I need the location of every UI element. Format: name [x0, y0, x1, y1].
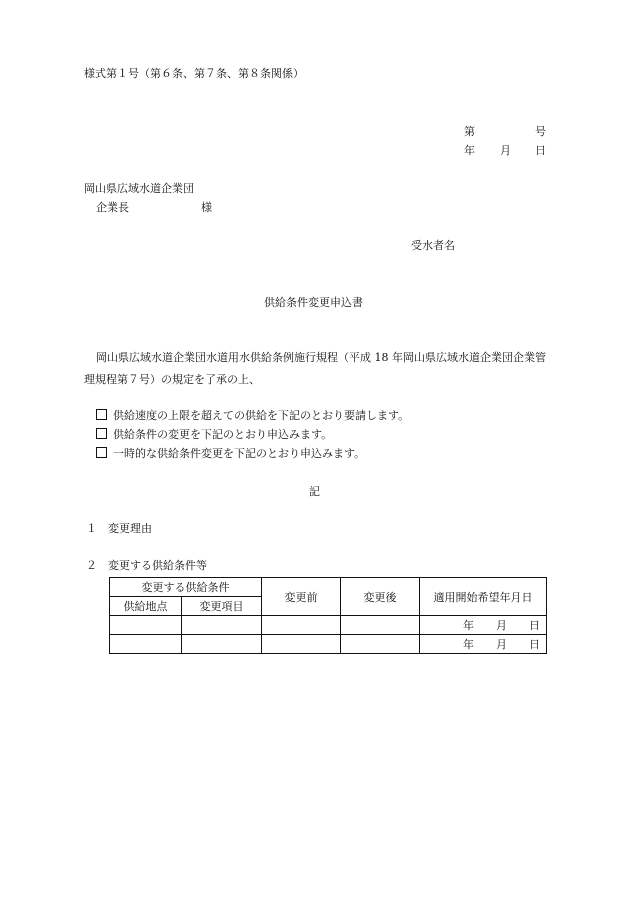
addressee-org: 岡山県広域水道企業団 [84, 182, 194, 195]
date-day: 日 [535, 144, 546, 157]
table-row [110, 616, 547, 635]
section1-num: １ [86, 522, 97, 535]
checkbox-icon[interactable] [96, 409, 107, 420]
date-year-label: 年 [463, 619, 474, 632]
option-1[interactable] [96, 409, 409, 423]
form-label: 様式第１号（第６条、第７条、第８条関係） [84, 67, 304, 80]
cell-before[interactable] [262, 616, 341, 635]
body-text: 岡山県広域水道企業団水道用水供給条例施行規程（平成 18 年岡山県広域水道企業団企業管理規程第７号）の規定を了承の上、 [84, 351, 546, 386]
number-prefix: 第 [464, 125, 475, 138]
date-day-label: 日 [529, 638, 540, 651]
header-after: 変更後 [341, 578, 420, 616]
checkbox-icon[interactable] [96, 428, 107, 439]
cell-change-item[interactable] [182, 635, 262, 654]
section1-label: 変更理由 [108, 522, 152, 535]
cell-before[interactable] [262, 635, 341, 654]
option-3[interactable] [96, 447, 365, 461]
option-3-label: 一時的な供給条件変更を下記のとおり申込みます。 [113, 447, 366, 460]
addressee-honorific: 様 [201, 201, 212, 214]
cell-change-item[interactable] [182, 616, 262, 635]
cell-after[interactable] [341, 616, 420, 635]
subheader-change-item: 変更項目 [182, 597, 262, 616]
cell-start-date[interactable] [420, 616, 547, 635]
section2-num: ２ [86, 559, 97, 572]
ki-heading: 記 [309, 485, 320, 498]
table-row [110, 635, 547, 654]
checkbox-icon[interactable] [96, 447, 107, 458]
header-start-date: 適用開始希望年月日 [420, 578, 547, 616]
date-month-label: 月 [496, 619, 507, 632]
option-1-label: 供給速度の上限を超えての供給を下記のとおり要請します。 [113, 409, 410, 422]
date-year-label: 年 [463, 638, 474, 651]
section2-label: 変更する供給条件等 [108, 559, 207, 572]
date-month-label: 月 [496, 638, 507, 651]
cell-after[interactable] [341, 635, 420, 654]
conditions-table [109, 577, 547, 654]
addressee-title: 企業長 [96, 201, 129, 214]
group-header: 変更する供給条件 [110, 578, 262, 597]
header-before: 変更前 [262, 578, 341, 616]
date-year: 年 [464, 144, 475, 157]
body-paragraph [84, 347, 548, 391]
cell-supply-point[interactable] [110, 616, 182, 635]
doc-title: 供給条件変更申込書 [264, 296, 363, 309]
cell-supply-point[interactable] [110, 635, 182, 654]
date-month: 月 [500, 144, 511, 157]
subheader-supply-point: 供給地点 [110, 597, 182, 616]
option-2-label: 供給条件の変更を下記のとおり申込みます。 [113, 428, 333, 441]
option-2[interactable] [96, 428, 332, 442]
number-suffix: 号 [535, 125, 546, 138]
cell-start-date[interactable] [420, 635, 547, 654]
applicant-label: 受水者名 [411, 239, 455, 252]
date-day-label: 日 [529, 619, 540, 632]
